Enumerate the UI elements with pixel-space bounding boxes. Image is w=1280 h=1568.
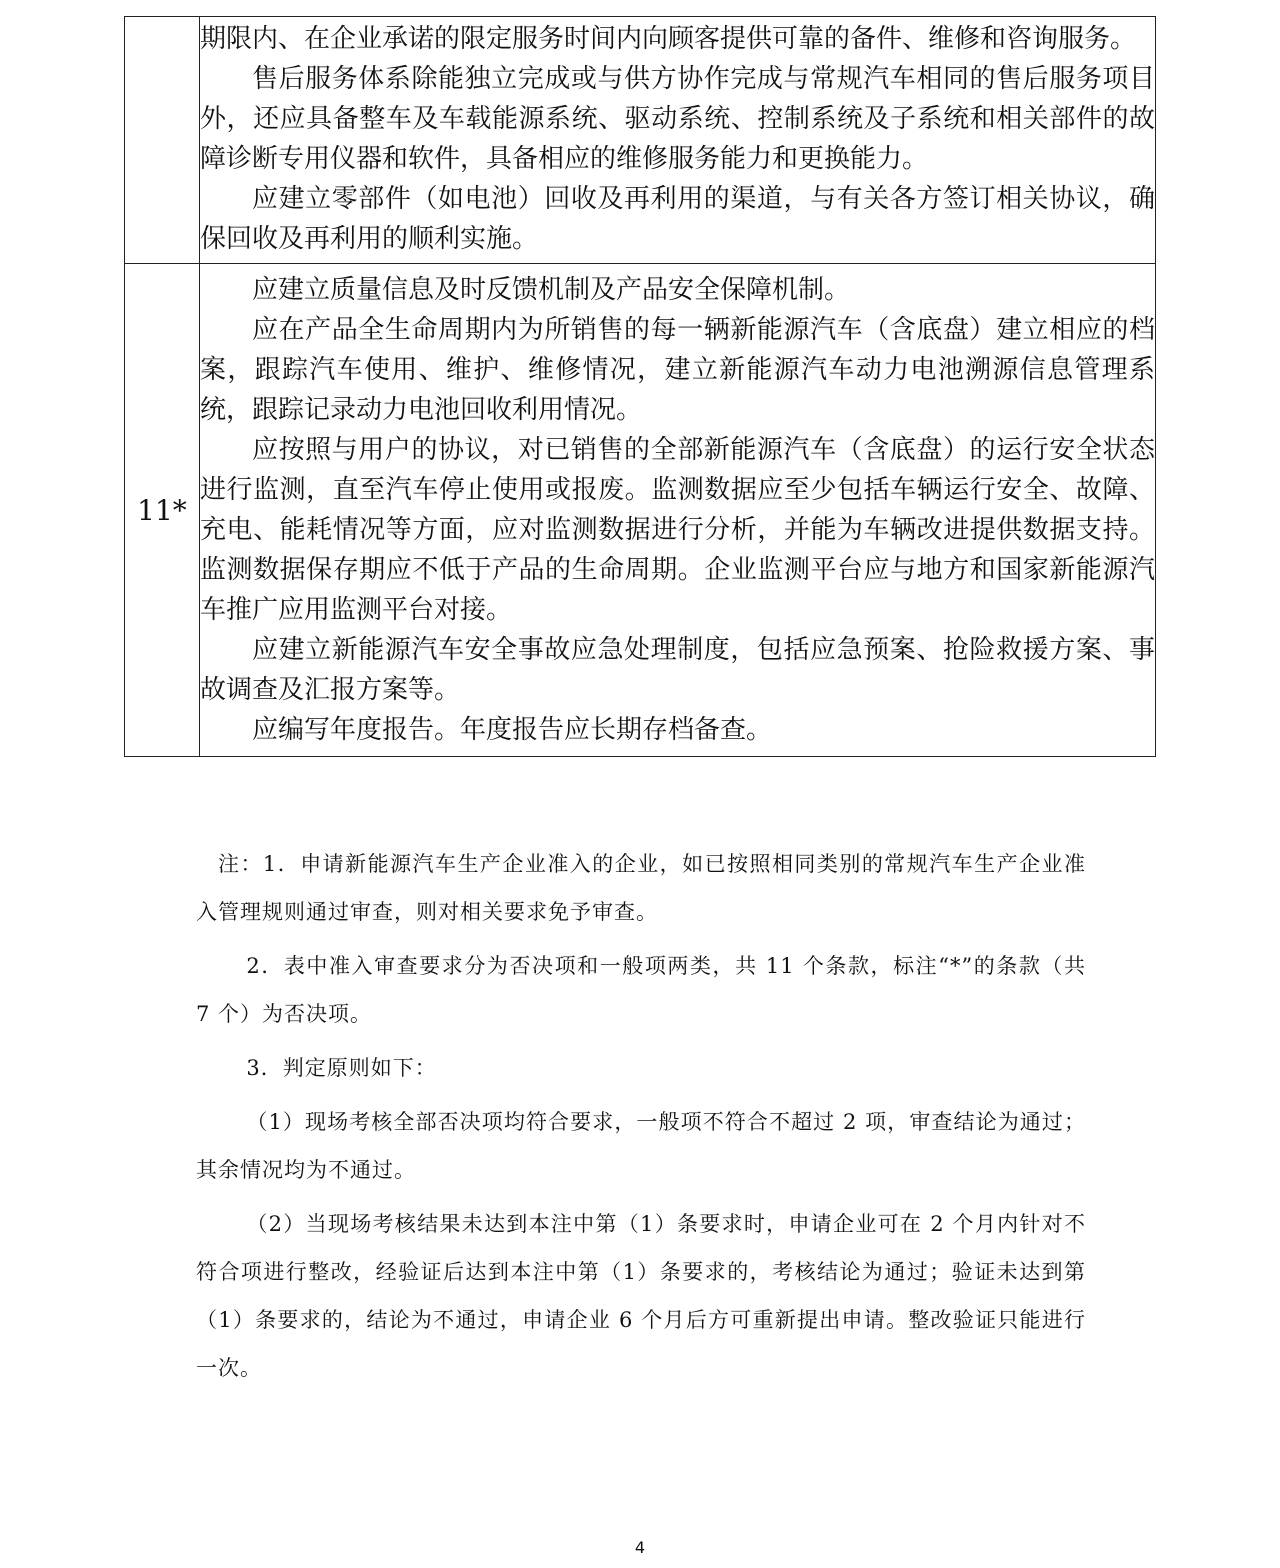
clause-paragraph: 应编写年度报告。年度报告应长期存档备查。 [252, 715, 773, 745]
clause-number-cell: 11* [125, 264, 200, 757]
clause-content-cell [200, 17, 1156, 264]
clause-paragraph: 售后服务体系除能独立完成或与供方协作完成与常规汽车相同的售后服务项目外，还应具备整车及车载能源系统、驱动系统、控制系统及子系统和相关部件的故障诊断专用仪器和软件，具备相应的维修服务能力和更换能力。 [200, 64, 1155, 174]
clause-content-cell [200, 264, 1156, 757]
note-3: 3．判定原则如下： [246, 1056, 437, 1080]
note-2: 2．表中准入审查要求分为否决项和一般项两类，共 11 个条款，标注“*”的条款（共 7 个）为否决项。 [196, 954, 1086, 1026]
table-row [125, 264, 1156, 757]
clause-paragraph: 应建立新能源汽车安全事故应急处理制度，包括应急预案、抢险救援方案、事故调查及汇报方案等。 [200, 635, 1155, 705]
page-number: 4 [634, 1538, 646, 1557]
table-row [125, 17, 1156, 264]
clause-paragraph: 应建立零部件（如电池）回收及再利用的渠道，与有关各方签订相关协议，确保回收及再利用的顺利实施。 [200, 184, 1155, 254]
note-criterion-1: （1）现场考核全部否决项均符合要求，一般项不符合不超过 2 项，审查结论为通过；其余情况均为不通过。 [196, 1110, 1086, 1182]
clause-paragraph: 期限内、在企业承诺的限定服务时间内向顾客提供可靠的备件、维修和咨询服务。 [200, 24, 1137, 54]
requirements-table [124, 16, 1156, 757]
note-1: 注：1．申请新能源汽车生产企业准入的企业，如已按照相同类别的常规汽车生产企业准入管理规则通过审查，则对相关要求免予审查。 [196, 852, 1086, 924]
notes-section [196, 840, 1086, 1392]
clause-paragraph: 应在产品全生命周期内为所销售的每一辆新能源汽车（含底盘）建立相应的档案，跟踪汽车使用、维护、维修情况，建立新能源汽车动力电池溯源信息管理系统，跟踪记录动力电池回收利用情况。 [200, 315, 1155, 425]
clause-number-cell [125, 17, 200, 264]
clause-paragraph: 应按照与用户的协议，对已销售的全部新能源汽车（含底盘）的运行安全状态进行监测，直至汽车停止使用或报废。监测数据应至少包括车辆运行安全、故障、充电、能耗情况等方面，应对监测数据进行分析，并能为车辆改进提供数据支持。监测数据保存期应不低于产品的生命周期。企业监测平台应与地方和国家新能源汽车推广应用监测平台对接。 [200, 435, 1155, 625]
note-criterion-2: （2）当现场考核结果未达到本注中第（1）条要求时，申请企业可在 2 个月内针对不符合项进行整改，经验证后达到本注中第（1）条要求的，考核结论为通过；验证未达到第（1）条要求的，结论为不通过，申请企业 6 个月后方可重新提出申请。整改验证只能进行一次。 [196, 1212, 1086, 1380]
clause-paragraph: 应建立质量信息及时反馈机制及产品安全保障机制。 [252, 275, 851, 305]
